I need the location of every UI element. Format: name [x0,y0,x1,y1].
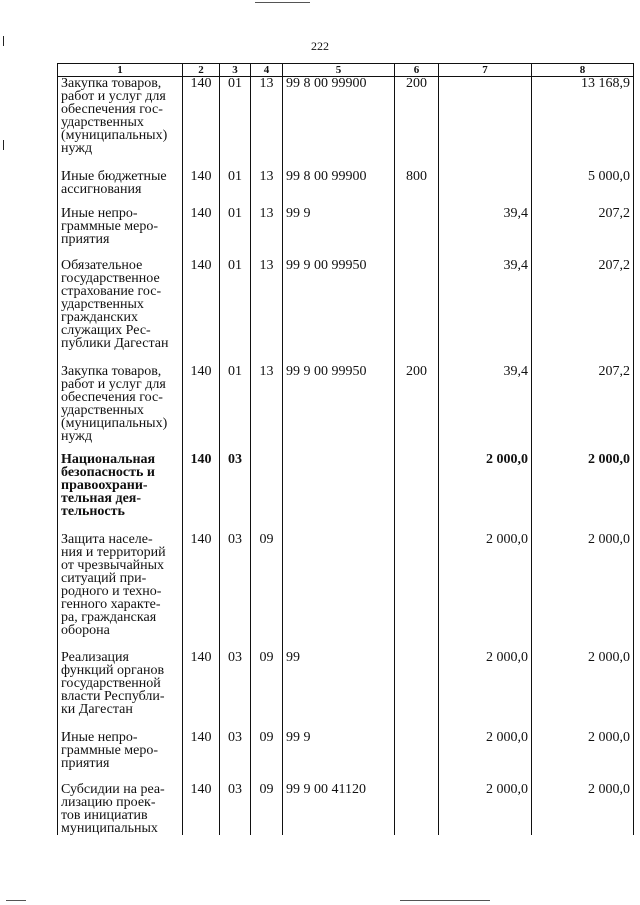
row-name: Защита населе- ния и территорий от чрезвычайных ситуаций при- родного и техно- генного характе- ра, гражданская оборона [58,533,183,651]
cell-expense-type: 200 [395,365,439,453]
cell-target-article: 99 9 00 99950 [283,259,395,365]
cell-target-article: 99 9 00 99950 [283,365,395,453]
cell-expense-type [395,259,439,365]
column-header: 3 [220,64,251,77]
table-row [58,731,634,783]
cell-section: 01 [220,259,251,365]
row-name: Реализация функций органов государственной власти Республи- ки Дагестан [58,651,183,731]
cell-amount-7: 2 000,0 [439,533,532,651]
cell-section: 03 [220,783,251,835]
cell-code-2: 140 [183,651,220,731]
cell-target-article: 99 9 [283,207,395,259]
table-row [58,259,634,365]
cell-subsection: 09 [251,651,283,731]
table-header-row [58,64,634,77]
cell-code-2: 140 [183,77,220,170]
cell-target-article: 99 [283,651,395,731]
cell-target-article: 99 9 00 41120 [283,783,395,835]
row-name: Закупка товаров, работ и услуг для обеспечения гос- ударственных (муниципальных) нужд [58,365,183,453]
column-header: 7 [439,64,532,77]
cell-code-2: 140 [183,170,220,207]
cell-amount-8: 5 000,0 [532,170,634,207]
column-header: 6 [395,64,439,77]
table-row [58,651,634,731]
cell-section: 03 [220,651,251,731]
cell-amount-7 [439,170,532,207]
table-row [58,365,634,453]
cell-expense-type [395,731,439,783]
cell-amount-7: 2 000,0 [439,783,532,835]
row-name: Субсидии на реа- лизацию проек- тов инициатив муниципальных [58,783,183,835]
cell-expense-type [395,783,439,835]
cell-amount-8: 2 000,0 [532,783,634,835]
cell-subsection: 09 [251,731,283,783]
cell-subsection: 09 [251,783,283,835]
cell-amount-7: 2 000,0 [439,651,532,731]
cell-expense-type [395,533,439,651]
cell-subsection [251,453,283,533]
cell-expense-type: 800 [395,170,439,207]
cell-target-article: 99 9 [283,731,395,783]
cell-amount-8: 207,2 [532,365,634,453]
cell-section: 01 [220,365,251,453]
row-name: Иные бюджетные ассигнования [58,170,183,207]
cell-code-2: 140 [183,365,220,453]
cell-expense-type: 200 [395,77,439,170]
table-row [58,533,634,651]
cell-amount-8: 2 000,0 [532,453,634,533]
table-row [58,207,634,259]
cell-expense-type [395,453,439,533]
column-header: 2 [183,64,220,77]
cell-expense-type [395,207,439,259]
cell-subsection: 13 [251,77,283,170]
cell-amount-7: 2 000,0 [439,453,532,533]
row-name: Иные непро- граммные меро- приятия [58,207,183,259]
scan-artifact [400,900,490,901]
row-name: Иные непро- граммные меро- приятия [58,731,183,783]
table-row [58,783,634,835]
scan-artifact [6,900,26,901]
page-number: 222 [311,39,329,53]
row-name: Национальная безопасность и правоохрани- тельная дея- тельность [58,453,183,533]
column-header: 5 [283,64,395,77]
cell-subsection: 09 [251,533,283,651]
cell-subsection: 13 [251,259,283,365]
cell-code-2: 140 [183,533,220,651]
cell-amount-8: 2 000,0 [532,651,634,731]
cell-amount-7: 2 000,0 [439,731,532,783]
column-header: 1 [58,64,183,77]
cell-amount-8: 2 000,0 [532,533,634,651]
cell-section: 01 [220,207,251,259]
cell-target-article: 99 8 00 99900 [283,170,395,207]
cell-section: 01 [220,170,251,207]
cell-amount-8: 207,2 [532,207,634,259]
scan-artifact [255,2,310,3]
table-row [58,170,634,207]
column-header: 8 [532,64,634,77]
cell-section: 01 [220,77,251,170]
table-row [58,453,634,533]
cell-subsection: 13 [251,170,283,207]
left-margin-mark [3,140,4,150]
cell-code-2: 140 [183,207,220,259]
budget-table [57,63,634,835]
cell-amount-8: 207,2 [532,259,634,365]
cell-amount-7: 39,4 [439,259,532,365]
column-header: 4 [251,64,283,77]
cell-subsection: 13 [251,207,283,259]
cell-section: 03 [220,453,251,533]
cell-target-article: 99 8 00 99900 [283,77,395,170]
cell-amount-8: 2 000,0 [532,731,634,783]
cell-target-article [283,533,395,651]
cell-amount-8: 13 168,9 [532,77,634,170]
cell-amount-7: 39,4 [439,207,532,259]
cell-code-2: 140 [183,783,220,835]
cell-expense-type [395,651,439,731]
cell-code-2: 140 [183,731,220,783]
row-name: Обязательное государственное страхование гос- ударственных гражданских служащих Рес- публики Дагестан [58,259,183,365]
cell-target-article [283,453,395,533]
cell-section: 03 [220,731,251,783]
cell-code-2: 140 [183,259,220,365]
cell-code-2: 140 [183,453,220,533]
table-row [58,77,634,170]
row-name: Закупка товаров, работ и услуг для обеспечения гос- ударственных (муниципальных) нужд [58,77,183,170]
cell-subsection: 13 [251,365,283,453]
cell-amount-7 [439,77,532,170]
cell-amount-7: 39,4 [439,365,532,453]
cell-section: 03 [220,533,251,651]
